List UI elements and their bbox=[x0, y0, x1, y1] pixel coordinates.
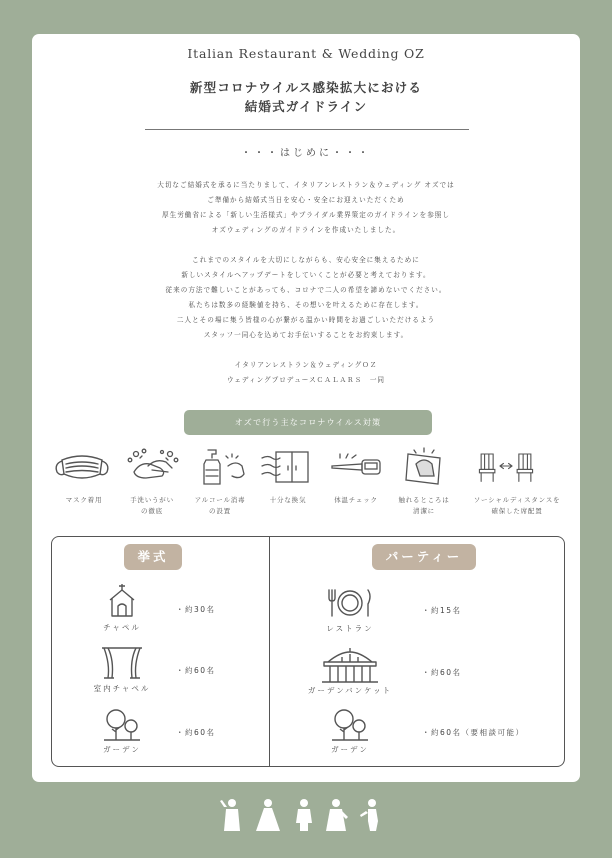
intro-line: スタッフ一同心を込めてお手伝いすることをお約束します。 bbox=[203, 331, 409, 339]
venue-name-indoor-chapel: 室内チャペル bbox=[93, 684, 151, 693]
venue-capacity-indoor-chapel: ・約60名 bbox=[176, 666, 216, 675]
venue-name-restaurant: レストラン bbox=[326, 624, 374, 633]
venue-capacity-chapel: ・約30名 bbox=[176, 605, 216, 614]
intro-line: ご準備から結婚式当日を安心・安全にお迎えいただくため bbox=[207, 196, 405, 204]
intro-text bbox=[32, 178, 580, 388]
intro-line: 新しいスタイルへアップデートをしていくことが必要と考えております。 bbox=[181, 271, 431, 279]
venue-name-garden: ガーデン bbox=[103, 745, 141, 754]
title-line-2: 結婚式ガイドライン bbox=[244, 99, 368, 114]
title-line-1: 新型コロナウイルス感染拡大における bbox=[189, 80, 423, 95]
venue-divider bbox=[269, 536, 270, 767]
brand-name: Italian Restaurant & Wedding OZ bbox=[187, 46, 425, 61]
intro-line: 従来の方法で難しいことがあっても、コロナで二人の希望を諦めないでください。 bbox=[165, 286, 447, 294]
signature-line: イタリアンレストラン＆ウェディングＯＺ bbox=[234, 361, 378, 369]
measure-label-thermometer: 体温チェック bbox=[334, 496, 378, 504]
figure-3 bbox=[296, 799, 312, 831]
venue-name-party-garden: ガーデン bbox=[331, 745, 369, 754]
handwash-icon bbox=[122, 446, 182, 486]
intro-line: これまでのスタイルを大切にしながらも、安心安全に集えるために bbox=[192, 256, 420, 264]
venue-capacity-garden-banquet: ・約60名 bbox=[422, 668, 462, 677]
figure-4 bbox=[326, 799, 348, 831]
mask-icon bbox=[52, 446, 112, 486]
venue-name-garden-banquet: ガーデンバンケット bbox=[307, 686, 393, 695]
sanitizer-icon bbox=[190, 446, 250, 486]
ceremony-title: 挙式 bbox=[124, 544, 182, 570]
measure-label-distance: ソーシャルディスタンスを 確保した席配置 bbox=[473, 496, 561, 515]
measure-label-sanitizer: アルコール消毒 の設置 bbox=[194, 496, 246, 515]
indoor-chapel-icon bbox=[100, 646, 144, 680]
distance-icon bbox=[476, 446, 536, 486]
party-title: パーティー bbox=[372, 544, 476, 570]
intro-heading: ・・・はじめに・・・ bbox=[241, 148, 371, 159]
wiping-icon bbox=[394, 446, 454, 486]
ventilation-icon bbox=[258, 446, 318, 486]
figure-2 bbox=[256, 799, 280, 831]
garden-tree-icon bbox=[102, 708, 142, 742]
plate-icon bbox=[326, 588, 374, 618]
page-title bbox=[32, 78, 580, 116]
venue-capacity-party-garden: ・約60名（要相談可能） bbox=[422, 728, 525, 737]
figure-5 bbox=[360, 799, 378, 831]
title-divider bbox=[145, 129, 469, 130]
chapel-icon bbox=[102, 582, 142, 618]
venue-name-chapel: チャペル bbox=[103, 623, 141, 632]
pavilion-icon bbox=[320, 646, 380, 684]
wedding-figures-illustration bbox=[220, 797, 390, 833]
measure-label-ventilation: 十分な換気 bbox=[269, 496, 307, 504]
venue-capacity-restaurant: ・約15名 bbox=[422, 606, 462, 615]
guideline-card bbox=[32, 34, 580, 782]
intro-line: 厚生労働省による「新しい生活様式」やブライダル業界策定のガイドラインを参照し bbox=[162, 211, 450, 219]
measure-label-handwash: 手洗いうがい の徹底 bbox=[130, 496, 174, 515]
intro-line: オズウェディングのガイドラインを作成いたしました。 bbox=[211, 226, 401, 234]
measure-label-wiping: 触れるところは 清潔に bbox=[398, 496, 450, 515]
measure-label-mask: マスク着用 bbox=[65, 496, 103, 504]
garden-tree-icon bbox=[330, 708, 370, 742]
venue-capacity-garden: ・約60名 bbox=[176, 728, 216, 737]
figure-1 bbox=[220, 799, 240, 831]
intro-line: 大切なご結婚式を承るに当たりまして、イタリアンレストラン＆ウェディング オズでは bbox=[157, 181, 455, 189]
intro-line: 私たちは数多の経験値を持ち、その想いを叶えるために存在します。 bbox=[188, 301, 424, 309]
thermometer-icon bbox=[326, 446, 386, 486]
measures-title: オズで行う主なコロナウイルス対策 bbox=[184, 410, 432, 435]
signature-line: ウェディングプロデュースＣＡＬＡＲＳ 一同 bbox=[226, 376, 386, 384]
intro-line: 二人とその場に集う皆様の心が繋がる温かい時間をお過ごしいただけるよう bbox=[176, 316, 436, 324]
